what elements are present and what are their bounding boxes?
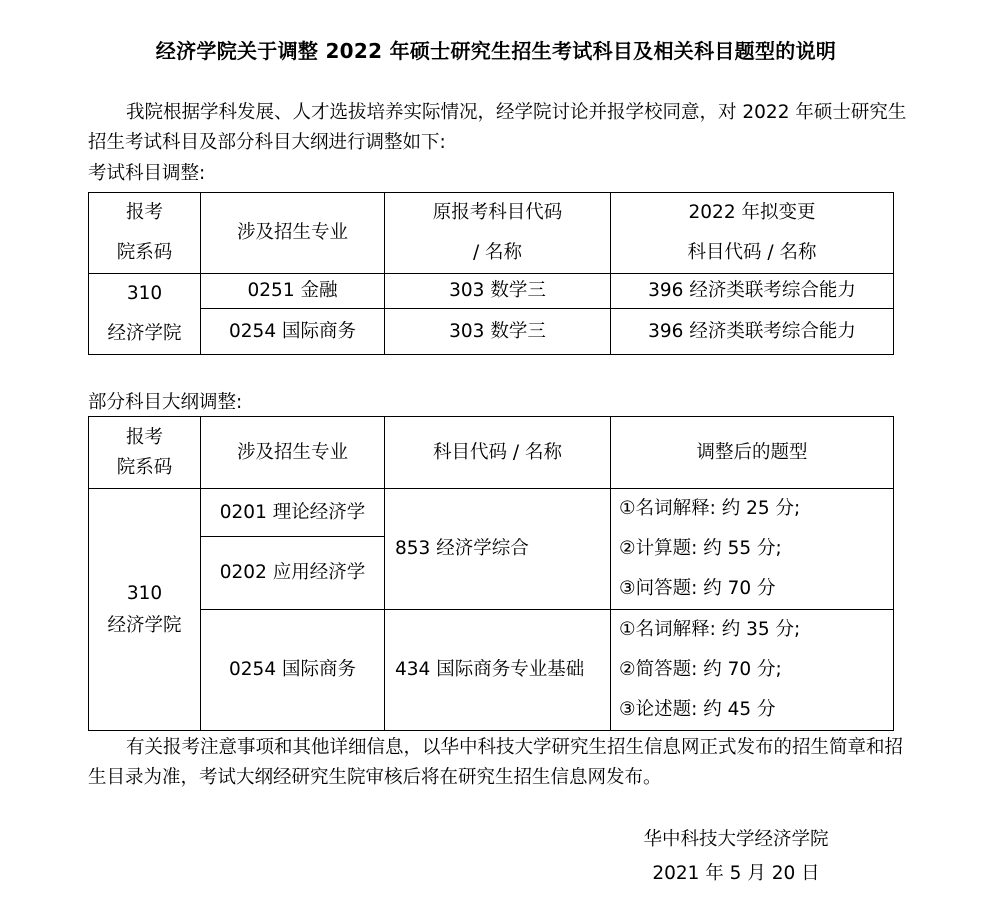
subject-cell: 853 经济学综合 [385, 489, 611, 610]
closing-text: 有关报考注意事项和其他详细信息，以华中科技大学研究生招生信息网正式发布的招生简章和招生目录为准，考试大纲经研究生院审核后将在研究生招生信息网发布。 [88, 737, 904, 788]
header-subject: 科目代码 / 名称 [385, 417, 611, 489]
question-type-item: ③问答题: 约 70 分 [619, 578, 776, 599]
question-type-item: ①名词解释: 约 25 分; [619, 498, 801, 519]
dept-cell: 310 经济学院 [89, 274, 201, 355]
subject-cell: 434 国际商务专业基础 [385, 610, 611, 731]
header-original-subject: 原报考科目代码 / 名称 [385, 193, 611, 274]
major-cell: 0254 国际商务 [201, 610, 385, 731]
section2-label: 部分科目大纲调整: [88, 392, 243, 413]
table-header-row [89, 417, 894, 489]
section1-label: 考试科目调整: [88, 163, 206, 184]
header-question-types: 调整后的题型 [611, 417, 894, 489]
signature-date: 2021 年 5 月 20 日 [652, 863, 820, 884]
orig-subject-cell: 303 数学三 [385, 309, 611, 355]
intro-paragraph [88, 98, 918, 158]
new-subject-cell: 396 经济类联考综合能力 [611, 309, 894, 355]
intro-text: 我院根据学科发展、人才选拔培养实际情况，经学院讨论并报学校同意，对 2022 年硕士研究生招生考试科目及部分科目大纲进行调整如下: [88, 102, 907, 153]
header-major: 涉及招生专业 [201, 417, 385, 489]
table-row [89, 309, 894, 355]
major-cell: 0202 应用经济学 [201, 537, 385, 610]
major-cell: 0201 理论经济学 [201, 489, 385, 537]
closing-paragraph [88, 733, 918, 793]
document-title: 经济学院关于调整 2022 年硕士研究生招生考试科目及相关科目题型的说明 [155, 39, 837, 63]
header-major: 涉及招生专业 [201, 193, 385, 274]
question-type-item: ①名词解释: 约 35 分; [619, 619, 801, 640]
major-cell: 0254 国际商务 [201, 309, 385, 355]
question-type-item: ②计算题: 约 55 分; [619, 538, 782, 559]
table-row [89, 489, 894, 537]
question-types-cell [611, 610, 894, 731]
orig-subject-cell: 303 数学三 [385, 274, 611, 309]
syllabus-table [88, 416, 894, 731]
question-types-cell [611, 489, 894, 610]
table-row [89, 610, 894, 731]
signature: 华中科技大学经济学院 [643, 829, 829, 850]
dept-cell: 310 经济学院 [89, 489, 201, 731]
major-cell: 0251 金融 [201, 274, 385, 309]
question-type-item: ③论述题: 约 45 分 [619, 699, 776, 720]
table-row [89, 274, 894, 309]
new-subject-cell: 396 经济类联考综合能力 [611, 274, 894, 309]
table-header-row [89, 193, 894, 274]
header-new-subject: 2022 年拟变更 科目代码 / 名称 [611, 193, 894, 274]
exam-subject-table [88, 192, 894, 355]
question-type-item: ②简答题: 约 70 分; [619, 659, 782, 680]
header-dept-code: 报考 院系码 [89, 417, 201, 489]
header-dept-code: 报考 院系码 [89, 193, 201, 274]
